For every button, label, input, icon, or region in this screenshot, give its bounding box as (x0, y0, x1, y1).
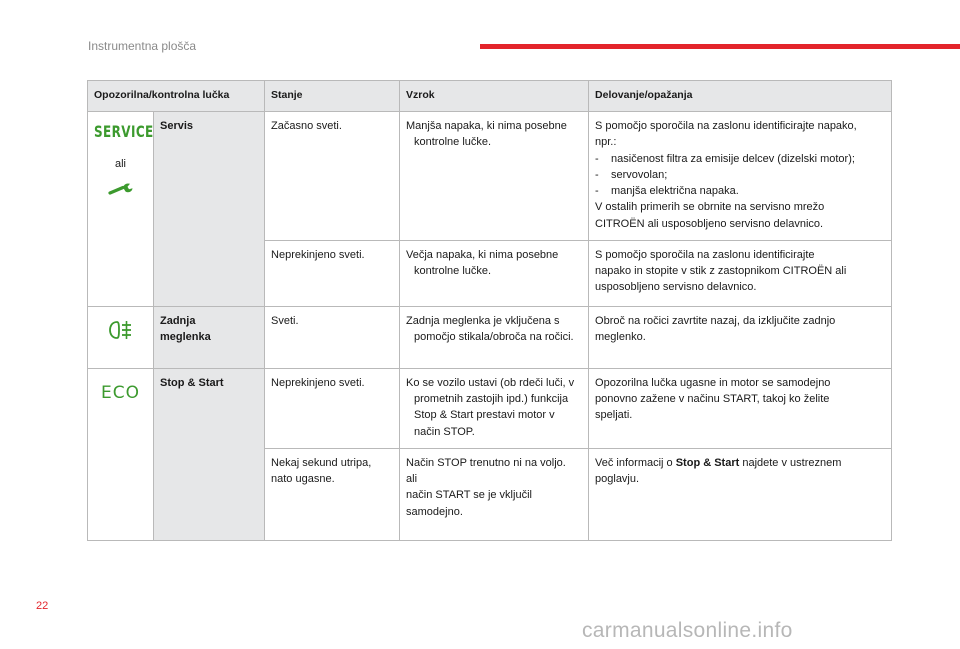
service-text-icon: SERVICE (94, 122, 154, 142)
action-line: meglenko. (595, 331, 646, 344)
action-cell (589, 306, 892, 368)
cause-text: Manjša napaka, ki nima posebne kontrolne lučke. (406, 120, 567, 149)
action-cell (589, 368, 892, 448)
cause-cell (400, 306, 589, 368)
cause-line: ali (406, 473, 418, 486)
header-accent-bar (480, 44, 960, 49)
action-line: poglavju. (595, 473, 640, 486)
cause-line: Način STOP trenutno ni na voljo. (406, 456, 566, 469)
column-header-state: Stanje (265, 81, 400, 112)
cause-cell (400, 240, 589, 306)
cause-cell (400, 368, 589, 448)
action-line: speljati. (595, 409, 633, 422)
state-cell: Neprekinjeno sveti. (265, 368, 400, 448)
or-label: ali (114, 157, 126, 170)
cause-text: Ko se vozilo ustavi (ob rdeči luči, v prometnih zastojih ipd.) funkcija Stop & Start prestavi motor v način STOP. (406, 376, 575, 438)
column-header-action: Delovanje/opažanja (589, 81, 892, 112)
rear-fog-lamp-icon (107, 319, 135, 341)
action-line: V ostalih primerih se obrnite na servisno mrežo (595, 201, 825, 214)
table-row (88, 306, 892, 368)
action-line: S pomočjo sporočila na zaslonu identificirajte napako, (595, 120, 857, 132)
state-line: Nekaj sekund utripa, (271, 456, 372, 469)
state-cell: Sveti. (265, 306, 400, 368)
table-row (88, 112, 892, 241)
action-line: Opozorilna lučka ugasne in motor se samodejno (595, 376, 831, 389)
cause-cell (400, 448, 589, 540)
state-line: nato ugasne. (271, 473, 335, 486)
service-icon-cell (88, 112, 154, 307)
fog-lamp-icon-cell (88, 306, 154, 368)
action-list-item: - nasičenost filtra za emisije delcev (dizelski motor); (595, 152, 855, 165)
state-cell (265, 448, 400, 540)
action-line: CITROËN ali usposobljeno servisno delavnico. (595, 217, 824, 230)
action-list-item: - servovolan; (595, 168, 668, 181)
cause-line: način START se je vključil (406, 489, 532, 502)
column-header-lamp: Opozorilna/kontrolna lučka (88, 81, 265, 112)
warning-lamps-table (87, 80, 892, 541)
action-line: npr.: (595, 136, 617, 149)
lamp-name-servis: Servis (154, 112, 265, 307)
page-number: 22 (36, 600, 49, 612)
action-line: usposobljeno servisno delavnico. (595, 281, 757, 294)
wrench-icon (108, 182, 134, 196)
action-cell (589, 240, 892, 306)
action-line: ponovno zažene v načinu START, takoj ko želite (595, 393, 830, 406)
action-cell (589, 448, 892, 540)
eco-text-icon: ECO (101, 382, 140, 403)
cause-line: samodejno. (406, 505, 463, 518)
lamp-name-stop-start: Stop & Start (154, 368, 265, 540)
watermark-text: carmanualsonline.info (582, 619, 793, 642)
action-line: Obroč na ročici zavrtite nazaj, da izključite zadnjo (595, 314, 836, 327)
lamp-name-rear-fog (154, 306, 265, 368)
page-header-title: Instrumentna plošča (88, 39, 197, 53)
action-cell (589, 112, 892, 241)
table-row (88, 368, 892, 448)
action-line: Več informacij o Stop & Start najdete v ustreznem (595, 456, 842, 469)
cause-text: Večja napaka, ki nima posebne kontrolne lučke. (406, 248, 559, 278)
lamp-name-line: meglenka (160, 331, 211, 344)
state-cell: Neprekinjeno sveti. (265, 240, 400, 306)
action-line: napako in stopite v stik z zastopnikom CITROËN ali (595, 265, 847, 278)
state-cell: Začasno sveti. (265, 112, 400, 241)
cause-cell (400, 112, 589, 241)
cause-text: Zadnja meglenka je vključena s pomočjo stikala/obroča na ročici. (406, 314, 574, 344)
action-list-item: - manjša električna napaka. (595, 185, 739, 198)
eco-icon-cell (88, 368, 154, 540)
table-header-row (88, 81, 892, 112)
action-line: S pomočjo sporočila na zaslonu identificirajte (595, 248, 815, 261)
column-header-cause: Vzrok (400, 81, 589, 112)
lamp-name-line: Zadnja (160, 314, 196, 327)
